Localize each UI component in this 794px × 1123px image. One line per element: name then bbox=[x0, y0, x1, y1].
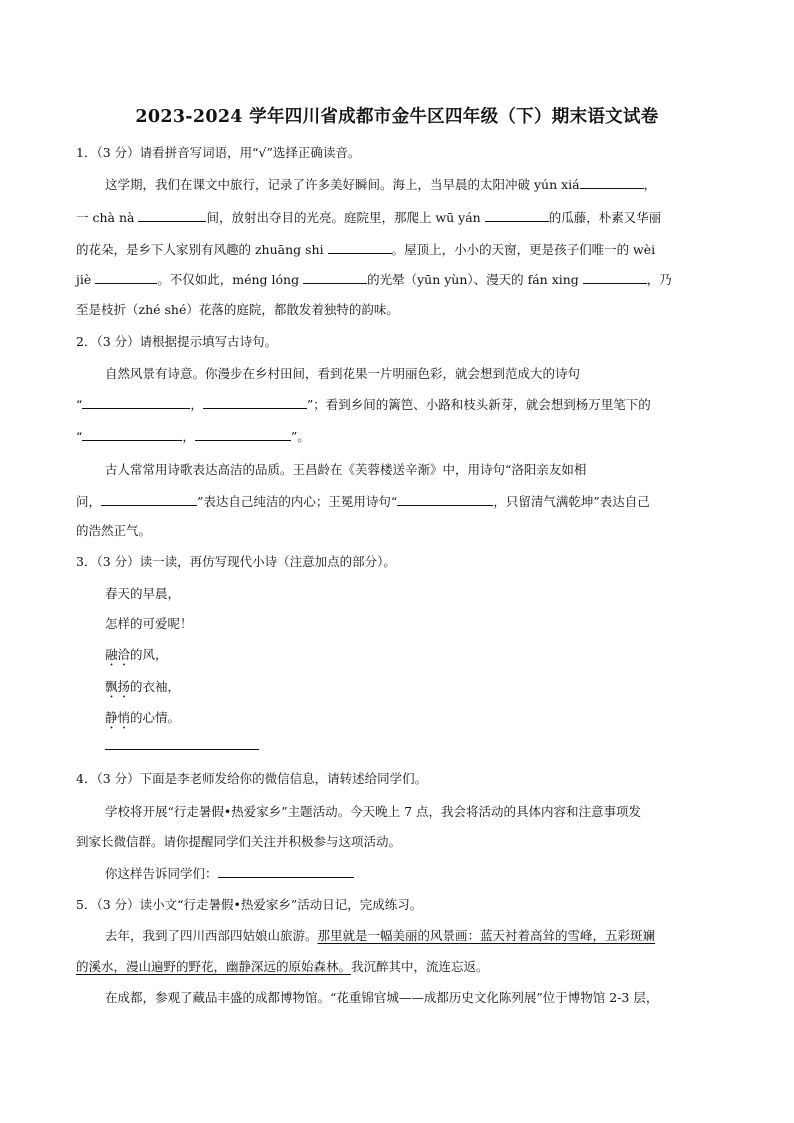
poem-line-2: 怎样的可爱呢！ bbox=[105, 616, 193, 631]
q1-text: 的光晕（yūn yùn）、漫天的 fán xing bbox=[367, 272, 583, 287]
question-2-line-6: 的浩然正气。 bbox=[76, 523, 152, 538]
q1-text: 的花朵，是乡下人家别有风趣的 zhuāng shi bbox=[76, 242, 328, 257]
answer-blank[interactable] bbox=[82, 395, 190, 409]
question-2-line-4: 古人常常用诗歌表达高洁的品质。王昌龄在《芙蓉楼送辛渐》中，用诗句“洛阳亲友如相 bbox=[105, 462, 587, 477]
question-3-heading: 3．（3 分）读一读，再仿写现代小诗（注意加点的部分）。 bbox=[76, 554, 396, 569]
answer-blank[interactable] bbox=[95, 270, 157, 284]
q2-text: 问， bbox=[76, 494, 102, 509]
q1-text: 这学期，我们在课文中旅行，记录了许多美好瞬间。海上，当早晨的太阳冲破 yún xiá bbox=[105, 177, 580, 192]
question-4-line-3 bbox=[105, 864, 354, 883]
poem-line-3 bbox=[105, 646, 168, 669]
poem-text: 的心情。 bbox=[130, 710, 181, 725]
question-4-line-2: 到家长微信群。请你提醒同学们关注并积极参与这项活动。 bbox=[76, 834, 402, 849]
answer-blank[interactable] bbox=[138, 208, 206, 222]
question-5-line-1 bbox=[105, 927, 655, 945]
q1-text: jiè bbox=[76, 272, 96, 287]
emphasized-word: 静悄 bbox=[105, 710, 131, 725]
answer-blank[interactable] bbox=[303, 270, 367, 284]
q2-text: ”。 bbox=[290, 429, 310, 444]
underlined-sentence: 那里就是一幅美丽的风景画：蓝天衬着高耸的雪峰，五彩斑斓 bbox=[317, 928, 656, 943]
answer-line[interactable] bbox=[105, 749, 259, 750]
question-2-line-3 bbox=[76, 427, 310, 446]
question-2-line-1: 自然风景有诗意。你漫步在乡村田间，看到花果一片明丽色彩，就会想到范成大的诗句 bbox=[105, 366, 581, 381]
poem-line-1: 春天的早晨， bbox=[105, 586, 181, 601]
q4-prompt: 你这样告诉同学们： bbox=[105, 866, 218, 881]
q1-text: ，乃 bbox=[646, 272, 672, 287]
question-1-line-4 bbox=[76, 270, 672, 289]
q2-text: ， bbox=[182, 429, 195, 444]
question-5-heading: 5．（3 分）读小文“行走暑假•热爱家乡”活动日记，完成练习。 bbox=[76, 897, 423, 912]
underlined-sentence: 的溪水，漫山遍野的野花，幽静深远的原始森林。 bbox=[76, 959, 352, 974]
q1-text: 。屋顶上，小小的天窗，更是孩子们唯一的 wèi bbox=[391, 242, 656, 257]
q2-text: ”表达自己纯洁的内心；王冕用诗句“ bbox=[197, 494, 398, 509]
question-2-line-2 bbox=[76, 395, 651, 414]
q5-text: 我沉醉其中，流连忘返。 bbox=[351, 959, 489, 974]
question-5-line-3: 在成都，参观了藏品丰盛的成都博物馆。“花重锦官城——成都历史文化陈列展”位于博物馆 2-3 层， bbox=[105, 990, 659, 1005]
q1-text: ， bbox=[643, 177, 657, 192]
answer-blank[interactable] bbox=[218, 864, 354, 878]
q1-text: 一 chà nà bbox=[76, 210, 139, 225]
poem-text: 的风， bbox=[130, 647, 168, 662]
q2-text: ，只留清气满乾坤”表达自己 bbox=[493, 494, 650, 509]
answer-blank[interactable] bbox=[203, 395, 307, 409]
answer-blank[interactable] bbox=[328, 240, 392, 254]
q1-text: 的瓜藤，朴素又华丽 bbox=[548, 210, 662, 225]
question-2-line-5 bbox=[76, 492, 650, 511]
question-1-line-1 bbox=[105, 175, 656, 194]
poem-line-5 bbox=[105, 709, 180, 732]
q2-text: “ bbox=[76, 397, 83, 412]
emphasized-word: 融洽 bbox=[105, 647, 131, 662]
answer-blank[interactable] bbox=[397, 492, 493, 506]
poem-text: 的衣袖， bbox=[130, 679, 181, 694]
q1-text: 间，放射出夺目的光亮。庭院里，那爬上 wū yán bbox=[206, 210, 485, 225]
q2-text: ， bbox=[190, 397, 203, 412]
question-4-heading: 4．（3 分）下面是李老师发给你的微信信息，请转述给同学们。 bbox=[76, 771, 428, 786]
answer-blank[interactable] bbox=[82, 427, 182, 441]
question-1-line-2 bbox=[76, 208, 661, 227]
question-2-heading: 2．（3 分）请根据提示填写古诗句。 bbox=[76, 334, 278, 349]
emphasized-word: 飘扬 bbox=[105, 679, 131, 694]
answer-blank[interactable] bbox=[195, 427, 291, 441]
question-1-heading: 1．（3 分）请看拼音写词语，用“√”选择正确读音。 bbox=[76, 145, 361, 160]
answer-blank[interactable] bbox=[583, 270, 647, 284]
q2-text: ”；看到乡间的篱笆、小路和枝头新芽，就会想到杨万里笔下的 bbox=[306, 397, 651, 412]
answer-blank[interactable] bbox=[101, 492, 197, 506]
poem-line-4 bbox=[105, 678, 180, 701]
question-4-line-1: 学校将开展“行走暑假•热爱家乡”主题活动。今天晚上 7 点，我会将活动的具体内容和注意事项发 bbox=[105, 804, 642, 819]
q1-text: 。不仅如此，méng lóng bbox=[157, 272, 304, 287]
answer-blank[interactable] bbox=[485, 208, 549, 222]
question-5-line-2 bbox=[76, 958, 489, 976]
q5-text: 去年，我到了四川西部四姑娘山旅游。 bbox=[105, 928, 318, 943]
question-1-line-5: 至是枝折（zhé shé）花落的庭院，都散发着独特的韵味。 bbox=[76, 302, 399, 317]
page-title: 2023-2024 学年四川省成都市金牛区四年级（下）期末语文试卷 bbox=[135, 107, 659, 127]
q2-text: “ bbox=[76, 429, 83, 444]
question-1-line-3 bbox=[76, 240, 655, 259]
answer-blank[interactable] bbox=[580, 175, 644, 189]
